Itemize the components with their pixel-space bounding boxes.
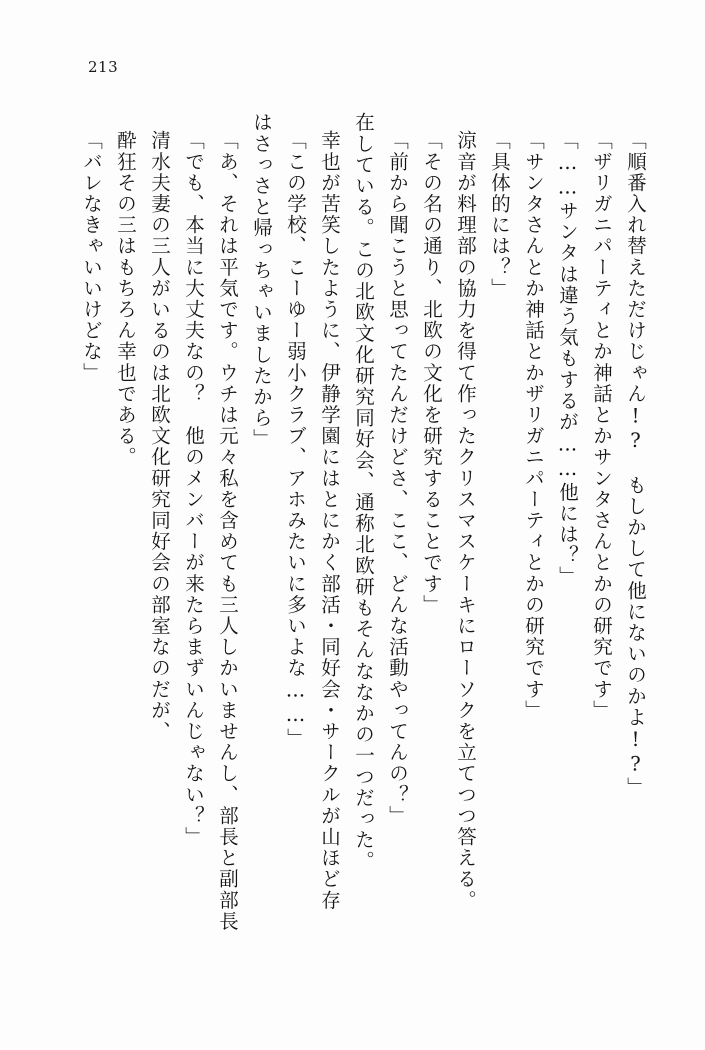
text-column: 「この学校、こーゆー弱小クラブ、アホみたいに多いよな……」 <box>284 130 307 749</box>
vertical-text-body <box>67 112 645 942</box>
text-column: 「バレなきゃいいけどな」 <box>80 130 103 384</box>
text-column: 「ザリガニパーティとか神話とかサンタさんとかの研究です」 <box>590 130 613 721</box>
text-column: 「前から聞こうと思ってたんだけどさ、ここ、どんな活動やってんの？」 <box>386 130 409 827</box>
text-column: 涼音が料理部の協力を得て作ったクリスマスケーキにローソクを立てつつ答える。 <box>454 130 477 911</box>
text-column: 「……サンタは違う気もするが……他には？」 <box>556 130 579 588</box>
text-column: 幸也が苦笑したように、伊静学園にはとにかく部活・同好会・サークルが山ほど存 <box>318 130 341 911</box>
page-number: 213 <box>88 58 119 76</box>
text-column: はさっさと帰っちゃいましたから」 <box>250 112 273 450</box>
text-column: 在している。この北欧文化研究同好会、通称北欧研もそんななかの一つだった。 <box>352 112 375 872</box>
text-column: 清水夫妻の三人がいるのは北欧文化研究同好会の部室なのだが、 <box>148 130 171 742</box>
text-column: 「でも、本当に大丈夫なの？ 他のメンバーが来たらまずいんじゃない？」 <box>182 130 205 848</box>
text-column: 「具体的には？」 <box>488 130 511 299</box>
text-column: 酔狂その三はもちろん幸也である。 <box>114 130 137 468</box>
text-column: 「その名の通り、北欧の文化を研究することです」 <box>420 130 443 616</box>
text-column: 「サンタさんとか神話とかザリガニパーティとかの研究です」 <box>522 130 545 721</box>
text-column: 「順番入れ替えただけじゃん!? もしかして他にないのかよ!?」 <box>624 130 647 799</box>
text-column: 「あ、それは平気です。ウチは元々私を含めても三人しかいませんし、部長と副部長 <box>216 130 239 932</box>
